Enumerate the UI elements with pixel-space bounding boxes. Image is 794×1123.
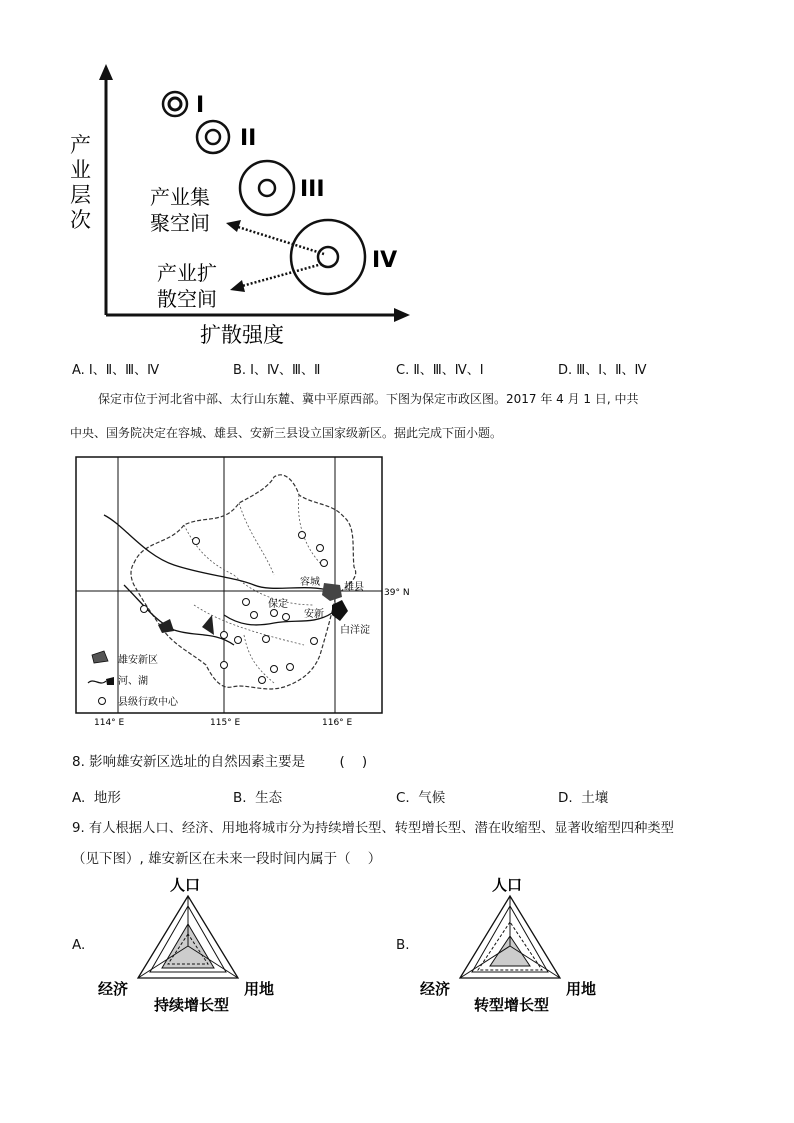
level-III-label: III — [300, 177, 325, 202]
baoding-map — [74, 455, 410, 728]
q8-option-c: C. 气候 — [396, 790, 446, 806]
y-axis-label-2: 业 — [70, 158, 91, 182]
label-baiyangdian: 白洋淀 — [340, 625, 370, 636]
chart-b-letter: B. — [396, 937, 410, 953]
label-115E: 115° E — [210, 718, 241, 728]
q9-stem-line-2: （见下图）, 雄安新区在未来一段时间内属于（ ） — [72, 851, 382, 867]
q8-option-d: D. 土壤 — [558, 790, 609, 806]
label-anxin: 安新 — [304, 609, 324, 620]
legend-county-center: 县级行政中心 — [118, 697, 178, 708]
level-III-circles — [240, 161, 294, 215]
q7-option-d: D. Ⅲ、Ⅰ、Ⅱ、Ⅳ — [558, 363, 647, 378]
label-rongcheng: 容城 — [300, 577, 320, 588]
chart-a-top-label: 人口 — [170, 876, 201, 894]
chart-b-top-label: 人口 — [492, 876, 523, 894]
level-II-label: II — [240, 126, 257, 151]
chart-a-right-label: 用地 — [244, 980, 275, 998]
level-I-label: I — [196, 93, 205, 118]
intro-line-2: 中央、国务院决定在容城、雄县、安新三县设立国家级新区。据此完成下面小题。 — [70, 426, 503, 440]
spread-label-2: 散空间 — [157, 287, 217, 311]
label-baoding: 保定 — [268, 599, 288, 610]
gather-arrow-line — [238, 227, 324, 254]
level-I-circles — [163, 92, 187, 116]
level-IV-circles — [291, 220, 365, 294]
spread-arrow-line — [242, 264, 322, 286]
chart-b-left-label: 经济 — [420, 980, 451, 998]
label-114E: 114° E — [94, 718, 125, 728]
label-xiongxian: 雄县 — [344, 582, 364, 593]
chart-a-letter: A. — [72, 937, 86, 953]
x-axis-arrow — [394, 308, 410, 322]
chart-a-triangle — [96, 872, 286, 1017]
y-axis-label-4: 次 — [70, 208, 91, 232]
q8-option-b: B. 生态 — [233, 790, 283, 806]
q8-option-a: A. 地形 — [72, 790, 121, 806]
chart-a-caption: 持续增长型 — [154, 996, 230, 1014]
q7-option-a: A. Ⅰ、Ⅱ、Ⅲ、Ⅳ — [72, 363, 160, 378]
level-IV-label: IV — [372, 248, 398, 273]
y-axis-label-3: 层 — [70, 183, 91, 207]
intro-line-1: 保定市位于河北省中部、太行山东麓、冀中平原西部。下图为保定市政区图。2017 年 4 月 1 日, 中共 — [98, 392, 639, 406]
q7-option-c: C. Ⅱ、Ⅲ、Ⅳ、Ⅰ — [396, 363, 484, 378]
gather-label-2: 聚空间 — [150, 211, 210, 235]
y-axis-arrow — [99, 64, 113, 80]
label-lat-39N: 39° N — [384, 588, 410, 598]
level-II-circles — [197, 121, 229, 153]
y-axis-label-1: 产 — [70, 133, 91, 157]
q7-option-b: B. Ⅰ、Ⅳ、Ⅲ、Ⅱ — [233, 363, 321, 378]
legend-river-lake: 河、湖 — [118, 676, 148, 687]
chart-a-left-label: 经济 — [98, 980, 129, 998]
gather-label-1: 产业集 — [150, 185, 210, 209]
q9-stem-line-1: 9. 有人根据人口、经济、用地将城市分为持续增长型、转型增长型、潜在收缩型、显著收缩型四种类型 — [72, 821, 674, 836]
x-axis-label: 扩散强度 — [200, 323, 284, 347]
intro-paragraph — [70, 382, 730, 450]
chart-b-triangle — [418, 872, 608, 1017]
gather-arrowhead — [226, 220, 241, 232]
spread-arrowhead — [230, 280, 245, 292]
chart-b-right-label: 用地 — [566, 980, 597, 998]
spread-label-1: 产业扩 — [157, 261, 217, 285]
legend-xiongan: 雄安新区 — [118, 655, 158, 666]
q8-stem: 8. 影响雄安新区选址的自然因素主要是 ( ) — [72, 754, 368, 770]
industry-diagram — [60, 60, 430, 350]
label-116E: 116° E — [322, 718, 353, 728]
chart-b-caption: 转型增长型 — [474, 996, 550, 1014]
